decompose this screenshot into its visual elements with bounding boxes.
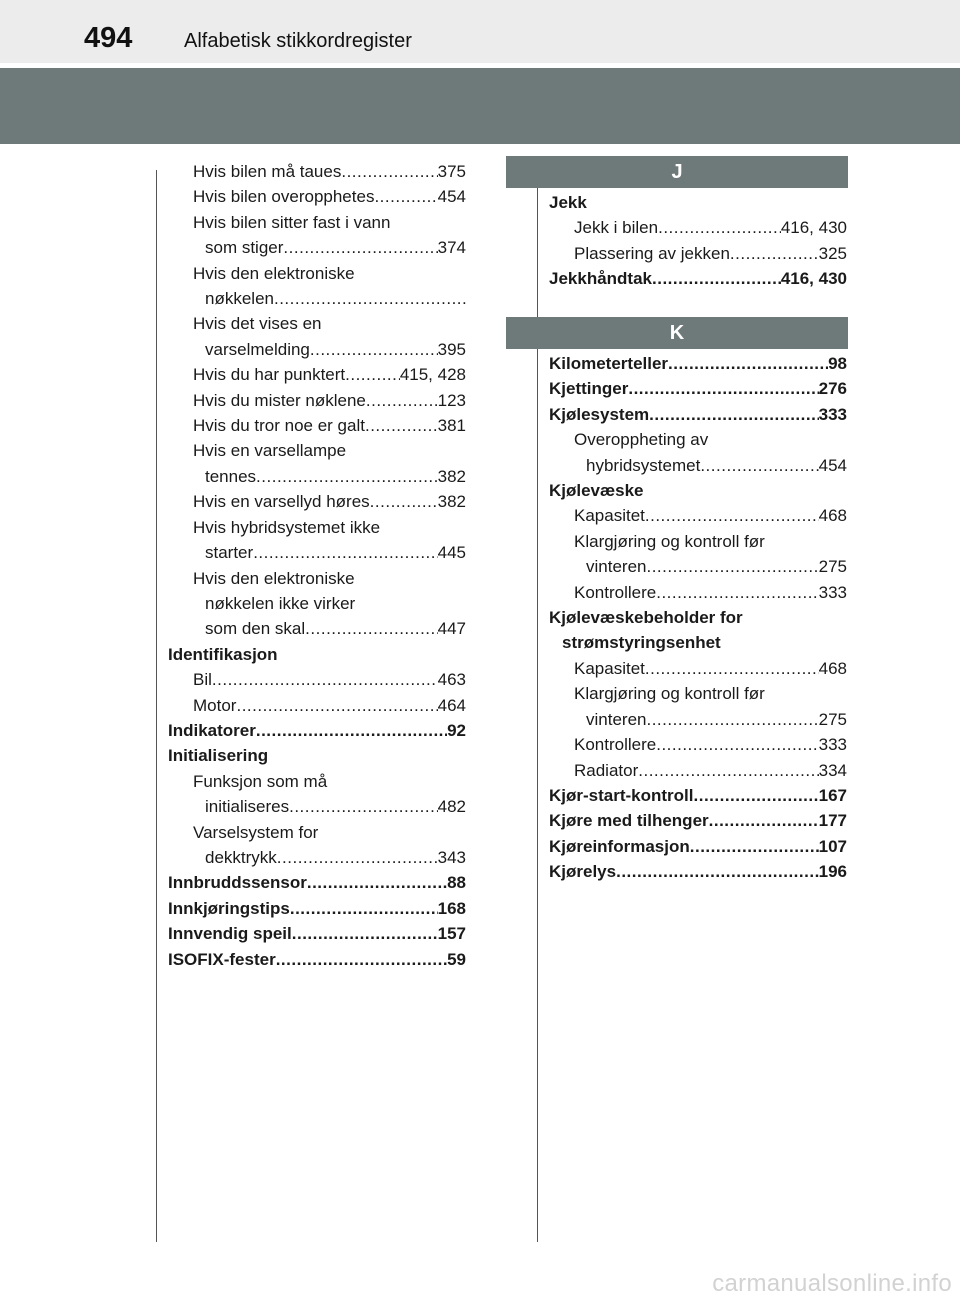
index-term: tennes: [205, 466, 257, 486]
index-entry: [549, 215, 847, 240]
dot-leader: [700, 453, 818, 478]
page-reference: 464: [437, 695, 466, 715]
index-entry: [168, 667, 466, 692]
index-term: Hvis bilen sitter fast i vann: [193, 212, 391, 232]
dot-leader: [374, 184, 437, 209]
index-entry: [168, 337, 466, 362]
index-entry: [168, 362, 466, 387]
dot-leader: [370, 489, 438, 514]
page-reference: 92: [447, 720, 466, 740]
index-entry: [549, 529, 847, 554]
index-term: Kapasitet: [574, 658, 645, 678]
index-entry: [168, 464, 466, 489]
index-entry: [549, 707, 847, 732]
page-title: Alfabetisk stikkordregister: [184, 30, 412, 52]
page-reference: 167: [818, 785, 847, 805]
dot-leader: [649, 402, 818, 427]
dot-leader: [668, 351, 828, 376]
index-term: Motor: [193, 695, 237, 715]
index-entry: [168, 184, 466, 209]
index-entry: [168, 642, 466, 667]
index-term: Hvis du mister nøklene: [193, 390, 366, 410]
index-term: ISOFIX-fester: [168, 949, 276, 969]
index-term: Funksjon som må: [193, 771, 328, 791]
index-entry: [168, 489, 466, 514]
index-term: Klargjøring og kontroll før: [574, 531, 765, 551]
index-term: som stiger: [205, 238, 284, 258]
section-header-j: J: [506, 156, 848, 188]
index-term: Jekk i bilen: [574, 218, 659, 238]
index-term: Radiator: [574, 760, 639, 780]
index-entry: [549, 190, 847, 215]
page-reference: 196: [818, 862, 847, 882]
index-term: Kjørelys: [549, 862, 617, 882]
page-reference: 416, 430: [780, 269, 847, 289]
dot-leader: [307, 870, 447, 895]
index-entry: [168, 286, 466, 311]
page-reference: 395: [437, 339, 466, 359]
dot-leader: [709, 808, 819, 833]
index-entry: [168, 718, 466, 743]
index-term: Kjøre med tilhenger: [549, 811, 709, 831]
dot-leader: [283, 235, 437, 260]
page-reference: 381: [437, 416, 466, 436]
index-entry: [168, 210, 466, 235]
page-reference: 275: [818, 557, 847, 577]
index-entry: [168, 896, 466, 921]
dot-leader: [645, 503, 819, 528]
dot-leader: [276, 947, 447, 972]
index-term: Kontrollere: [574, 582, 657, 602]
index-term: Kapasitet: [574, 506, 645, 526]
dot-leader: [345, 362, 400, 387]
index-entry: [549, 351, 847, 376]
index-term: Kjør-start-kontroll: [549, 785, 694, 805]
index-term: Hvis bilen overopphetes: [193, 187, 375, 207]
page-reference: 447: [437, 619, 466, 639]
index-term: vinteren: [586, 709, 647, 729]
dot-leader: [256, 718, 447, 743]
index-column-left: [168, 159, 466, 972]
dot-leader: [730, 241, 819, 266]
dot-leader: [694, 783, 819, 808]
index-term: Kjettinger: [549, 379, 629, 399]
index-term: Innvendig speil: [168, 924, 292, 944]
index-term: Hvis en varsellampe: [193, 441, 347, 461]
index-term: hybridsystemet: [586, 455, 701, 475]
index-term: Innkjøringstips: [168, 898, 290, 918]
index-term: Initialisering: [168, 746, 269, 766]
index-entry: [168, 845, 466, 870]
dot-leader: [690, 834, 819, 859]
dot-leader: [646, 554, 818, 579]
index-entry: [549, 630, 847, 655]
header-band: [0, 68, 960, 144]
index-term: Kilometerteller: [549, 354, 669, 373]
page-reference: 374: [437, 238, 466, 258]
page-reference: 482: [437, 797, 466, 817]
page-reference: 168: [437, 898, 466, 918]
index-entry: [549, 834, 847, 859]
index-entry: [168, 438, 466, 463]
index-entry: [549, 453, 847, 478]
index-entry: [549, 266, 847, 291]
index-entry: [168, 515, 466, 540]
page-reference: 98: [828, 354, 847, 373]
index-entry: [168, 870, 466, 895]
index-entry: [168, 820, 466, 845]
index-entry: [168, 261, 466, 286]
index-entry: [168, 413, 466, 438]
page-reference: 325: [818, 243, 847, 263]
dot-leader: [658, 215, 781, 240]
index-term: Indikatorer: [168, 720, 256, 740]
index-entry: [168, 311, 466, 336]
page-reference: 334: [818, 760, 847, 780]
index-term: Innbruddssensor: [168, 873, 307, 893]
index-term: Identifikasjon: [168, 644, 278, 664]
page-reference: 59: [447, 949, 466, 969]
dot-leader: [366, 388, 438, 413]
index-entry: [168, 794, 466, 819]
dot-leader: [341, 159, 437, 184]
dot-leader: [292, 921, 438, 946]
index-term: Kontrollere: [574, 735, 657, 755]
index-term: nøkkelen ikke virker: [205, 593, 356, 613]
index-term: Hvis den elektroniske: [193, 263, 355, 283]
page-reference: 276: [818, 379, 847, 399]
index-term: Hvis bilen må taues: [193, 162, 342, 181]
dot-leader: [289, 794, 438, 819]
index-entry: [168, 540, 466, 565]
index-entry: [549, 402, 847, 427]
section-header-k: K: [506, 317, 848, 349]
dot-leader: [656, 732, 818, 757]
index-section-j: [549, 190, 847, 292]
index-term: initialiseres: [205, 797, 290, 817]
page-reference: 107: [818, 836, 847, 856]
dot-leader: [652, 266, 781, 291]
page-reference: 177: [818, 811, 847, 831]
index-entry: [168, 159, 466, 184]
dot-leader: [628, 376, 818, 401]
page-reference: 468: [818, 506, 847, 526]
index-term: Hvis hybridsystemet ikke: [193, 517, 381, 537]
index-term: nøkkelen: [205, 289, 274, 309]
index-entry: [549, 656, 847, 681]
index-entry: [549, 580, 847, 605]
index-term: Kjøreinformasjon: [549, 836, 690, 856]
page-reference: 463: [437, 670, 466, 690]
index-term: Kjølesystem: [549, 404, 650, 424]
column-divider-left: [156, 170, 157, 1242]
dot-leader: [256, 464, 438, 489]
dot-leader: [656, 580, 818, 605]
page-reference: 416, 430: [780, 218, 847, 238]
index-entry: [549, 554, 847, 579]
page-reference: 333: [818, 582, 847, 602]
index-entry: [549, 503, 847, 528]
index-term: Overoppheting av: [574, 430, 709, 450]
index-entry: [549, 808, 847, 833]
index-term: Kjølevæske: [549, 481, 644, 501]
page-reference: 468: [818, 658, 847, 678]
index-term: Hvis du har punktert: [193, 365, 346, 385]
index-term: strømstyringsenhet: [562, 633, 721, 653]
index-entry: [549, 732, 847, 757]
index-term: Hvis den elektroniske: [193, 568, 355, 588]
index-term: Hvis du tror noe er galt: [193, 416, 365, 436]
dot-leader: [310, 337, 438, 362]
index-term: vinteren: [586, 557, 647, 577]
index-term: starter: [205, 543, 254, 563]
page-number: 494: [84, 22, 133, 54]
dot-leader: [365, 413, 438, 438]
index-term: Hvis en varsellyd høres: [193, 492, 370, 512]
index-entry: [168, 616, 466, 641]
index-term: Varselsystem for: [193, 822, 319, 842]
page-reference: 333: [818, 404, 847, 424]
index-entry: [549, 859, 847, 884]
dot-leader: [236, 693, 437, 718]
index-term: varselmelding: [205, 339, 310, 359]
index-section-k: [549, 351, 847, 885]
index-term: Plassering av jekken: [574, 243, 730, 263]
page-reference: 88: [447, 873, 466, 893]
dot-leader: [290, 896, 438, 921]
index-term: som den skal: [205, 619, 306, 639]
index-entry: [549, 478, 847, 503]
page-reference: 445: [437, 543, 466, 563]
dot-leader: [253, 540, 437, 565]
page-reference: 375: [437, 162, 466, 181]
dot-leader: [274, 286, 466, 311]
index-entry: [168, 769, 466, 794]
page-reference: 123: [437, 390, 466, 410]
page-reference: 454: [818, 455, 847, 475]
index-entry: [168, 566, 466, 591]
index-term: Hvis det vises en: [193, 314, 322, 334]
page-reference: 454: [437, 187, 466, 207]
page-reference: 343: [437, 847, 466, 867]
dot-leader: [638, 758, 818, 783]
index-entry: [168, 743, 466, 768]
page-reference: 382: [437, 492, 466, 512]
dot-leader: [645, 656, 819, 681]
index-term: Klargjøring og kontroll før: [574, 684, 765, 704]
index-entry: [168, 591, 466, 616]
page-reference: 275: [818, 709, 847, 729]
index-entry: [549, 376, 847, 401]
dot-leader: [305, 616, 437, 641]
index-term: Jekkhåndtak: [549, 269, 652, 289]
index-entry: [549, 783, 847, 808]
dot-leader: [616, 859, 819, 884]
page-reference: 415, 428: [399, 365, 466, 385]
dot-leader: [212, 667, 438, 692]
watermark: carmanualsonline.info: [712, 1270, 952, 1297]
index-entry: [549, 681, 847, 706]
index-entry: [549, 427, 847, 452]
page-reference: 382: [437, 466, 466, 486]
dot-leader: [277, 845, 438, 870]
index-term: Kjølevæskebeholder for: [549, 608, 743, 628]
index-entry: [549, 758, 847, 783]
index-entry: [168, 921, 466, 946]
dot-leader: [646, 707, 818, 732]
index-entry: [549, 241, 847, 266]
page-reference: 333: [818, 735, 847, 755]
page-reference: 157: [437, 924, 466, 944]
index-entry: [549, 605, 847, 630]
index-entry: [168, 235, 466, 260]
index-entry: [168, 693, 466, 718]
index-entry: [168, 388, 466, 413]
index-entry: [168, 947, 466, 972]
index-term: Jekk: [549, 193, 587, 212]
index-term: Bil: [193, 670, 212, 690]
page-header: [0, 0, 960, 63]
index-term: dekktrykk: [205, 847, 277, 867]
